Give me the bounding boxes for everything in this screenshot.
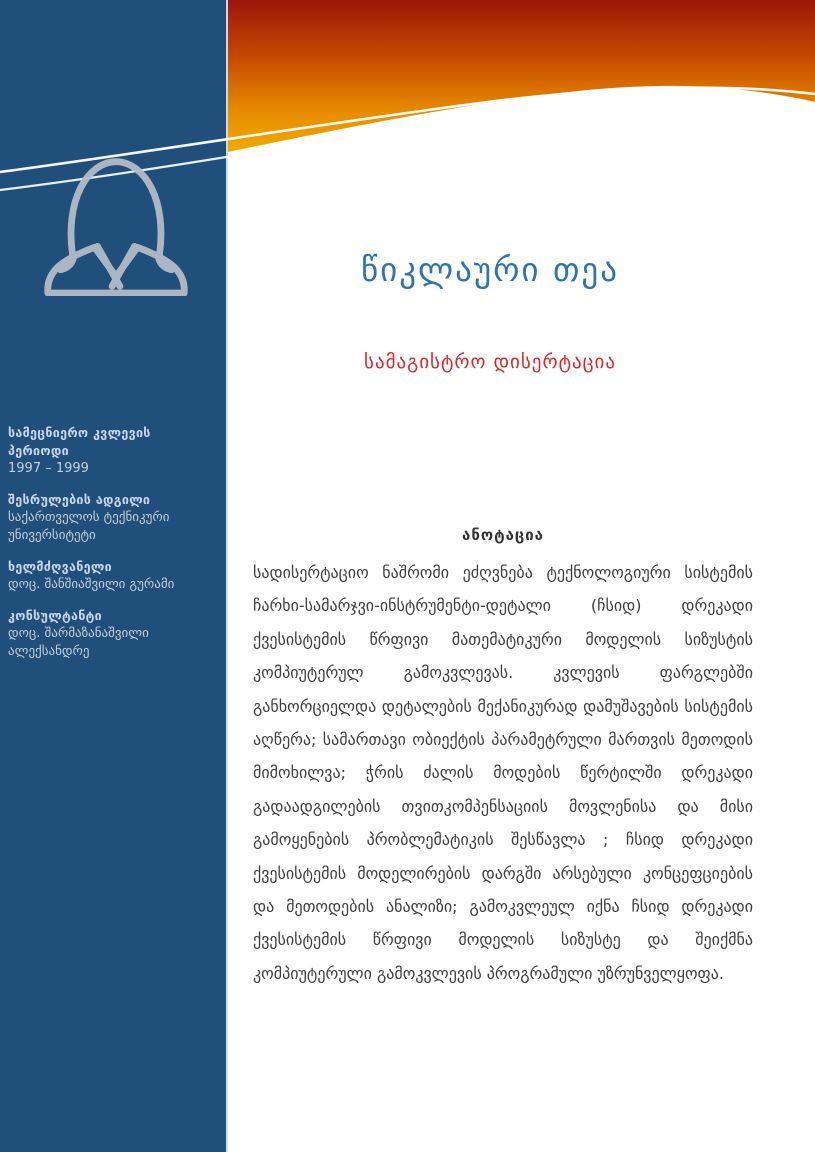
- sidebar-info: [8, 424, 216, 674]
- info-heading: კონსულტანტი: [8, 608, 103, 623]
- annotation-body: სადისერტაციო ნაშრომი ეძღვნება ტექნოლოგიური სისტემის ჩარხი-სამარჯვი-ინსტრუმენტი-დეტალი (ჩსიდ) დრეკადი ქვესისტემის წრფივი მათემატიკური მოდელის სიზუსტის კომპიუტერულ გამოკვლევას. კვლევის ფარგლებში განხორციელდა დეტალების მექანიკურად დამუშავების სისტემის აღწერა; სამართავი ობიექტის პარამეტრული მართვის მეთოდის მიმოხილვა; ჭრის ძალის მოდების წერტილში დრეკადი გადაადგილების თვითკომპენსაციის მოვლენისა და მისი გამოყენების პრობლემატიკის შესწავლა ; ჩსიდ დრეკადი ქვესისტემის მოდელირების დარგში არსებული კონცეფციების და მეთოდების ანალიზი; გამოკვლეულ იქნა ჩსიდ დრეკადი ქვესისტემის წრფივი მოდელის სიზუსტე და შეიქმნა კომპიუტერული გამოკვლევის პროგრამული უზრუნველყოფა.: [253, 563, 753, 983]
- info-value: დოც. შანშიაშვილი გურამი: [8, 577, 175, 592]
- header-gradient-band: [228, 0, 815, 152]
- info-value: 1997 – 1999: [8, 461, 89, 476]
- annotation-heading: ანოტაცია: [462, 526, 544, 544]
- info-section-research-period: [8, 424, 216, 478]
- avatar-collar-right: [112, 246, 134, 286]
- info-value: საქართველოს ტექნიკური უნივერსიტეტი: [8, 510, 170, 543]
- info-heading: ხელმძღვანელი: [8, 559, 112, 574]
- info-heading: სამეცნიერო კვლევის პერიოდი: [8, 425, 151, 458]
- female-silhouette-icon: [38, 150, 194, 296]
- info-section-supervisor: [8, 558, 216, 594]
- info-section-place: [8, 491, 216, 545]
- page-subtitle: სამაგისტრო დისერტაცია: [364, 351, 616, 373]
- info-value: დოც. შარმაზანაშვილი ალექსანდრე: [8, 626, 149, 659]
- info-heading: შესრულების ადგილი: [8, 492, 151, 507]
- info-section-consultant: [8, 607, 216, 661]
- page-title: წიკლაური თეა: [361, 250, 619, 289]
